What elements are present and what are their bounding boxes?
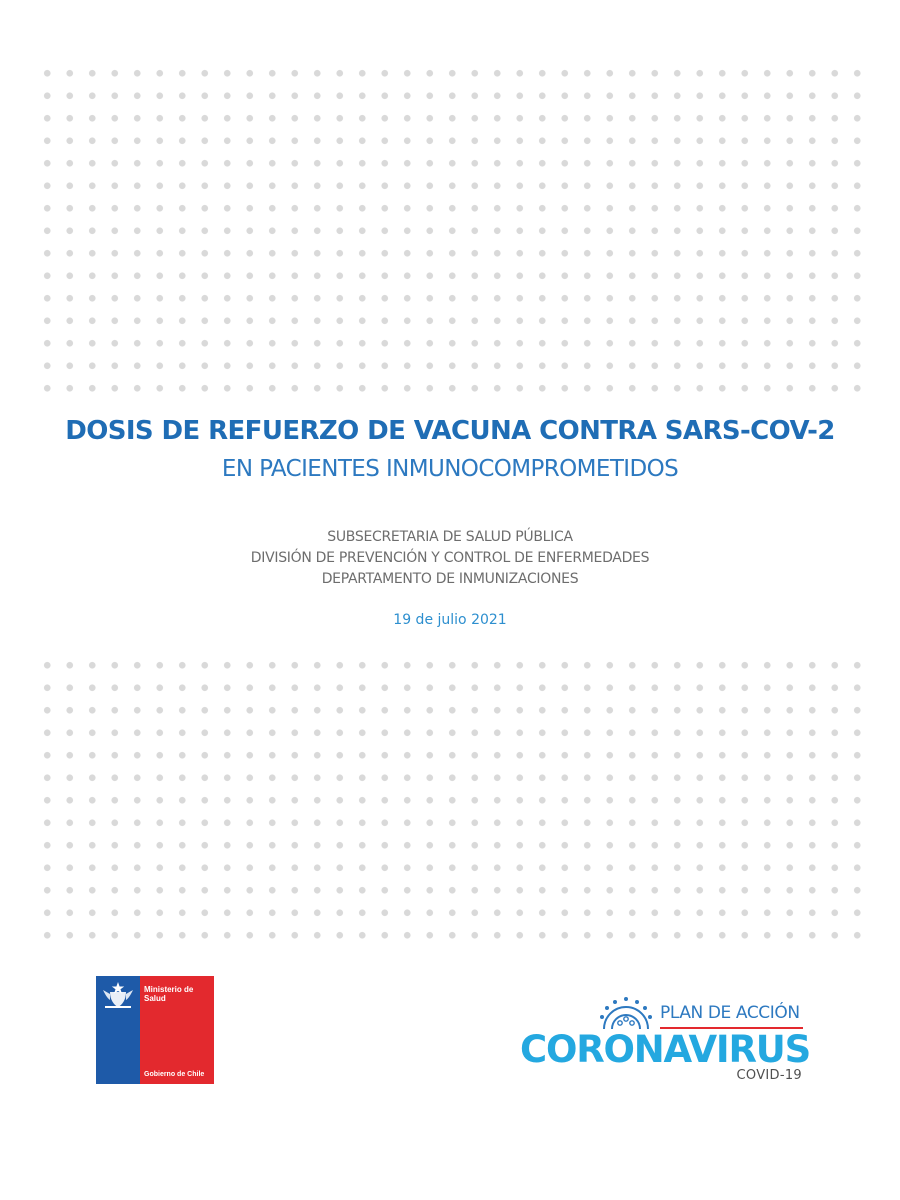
virus-icon (598, 995, 654, 1031)
government-name: Gobierno de Chile (144, 1071, 205, 1078)
dot-pattern-bottom (36, 654, 864, 944)
document-title-block (0, 414, 900, 486)
dot-pattern-top (36, 62, 864, 396)
ministry-of-health-logo (96, 976, 214, 1084)
flag-blue-panel (96, 976, 140, 1084)
ministry-name: Ministerio de Salud (144, 985, 194, 1003)
covid-label: COVID-19 (736, 1068, 802, 1083)
plan-de-accion-logo (520, 995, 810, 1087)
organization-block (0, 527, 900, 590)
document-title: DOSIS DE REFUERZO DE VACUNA CONTRA SARS-COV-2 (65, 416, 835, 446)
plan-title: PLAN DE ACCIÓN (660, 1003, 800, 1023)
organization-line: DEPARTAMENTO DE INMUNIZACIONES (321, 571, 579, 587)
organization-line: SUBSECRETARIA DE SALUD PÚBLICA (327, 529, 573, 545)
coronavirus-wordmark: CORONAVIRUS (520, 1028, 811, 1071)
document-date: 19 de julio 2021 (393, 612, 507, 628)
document-subtitle: EN PACIENTES INMUNOCOMPROMETIDOS (221, 456, 679, 482)
coat-of-arms-icon (101, 980, 135, 1010)
organization-line: DIVISIÓN DE PREVENCIÓN Y CONTROL DE ENFERMEDADES (250, 550, 650, 566)
